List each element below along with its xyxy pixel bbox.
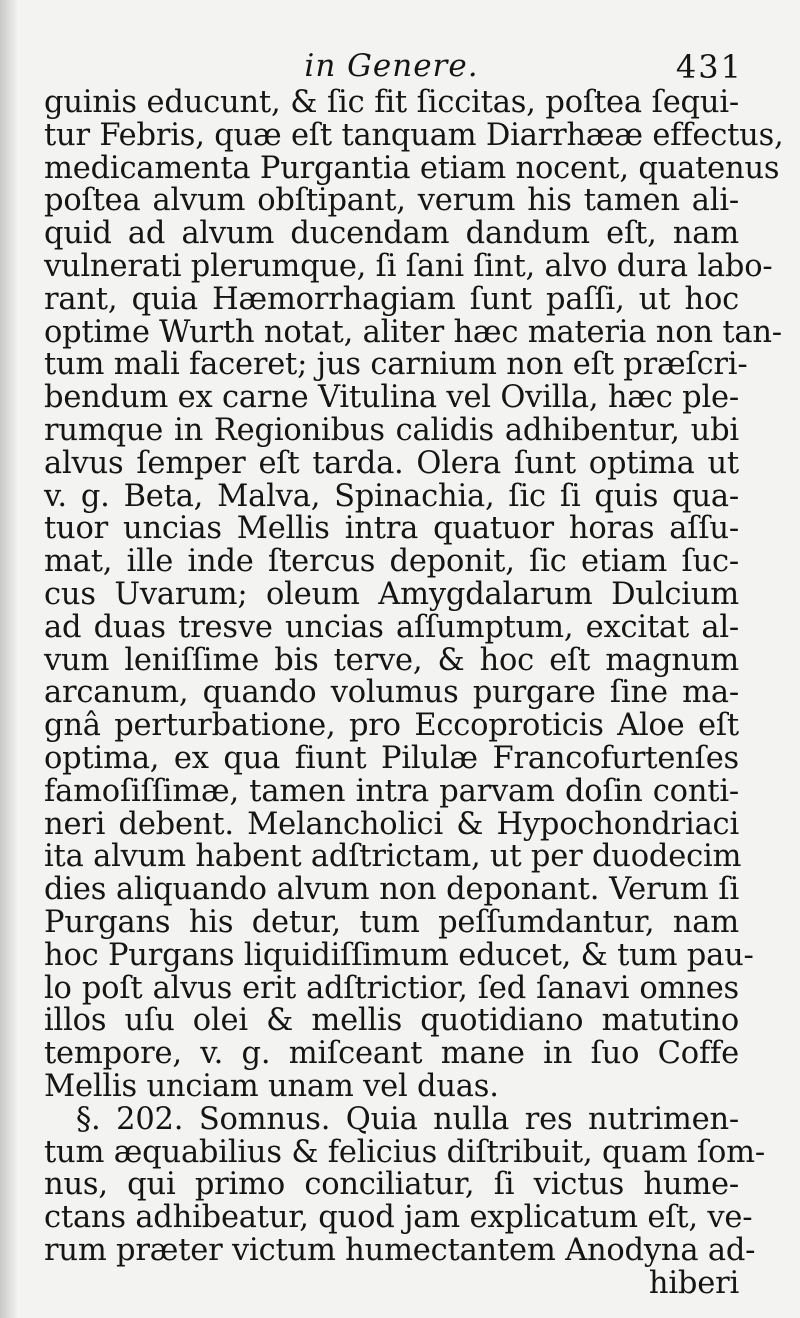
text-line: dies aliquando alvum non deponant. Verum ſi <box>44 872 739 908</box>
body-text <box>44 85 784 1301</box>
text-line: guinis educunt, & ſic fit ſiccitas, poſtea ſequi- <box>44 85 739 120</box>
running-head-title: in Genere. <box>304 48 479 84</box>
text-line: ita alvum habent adſtrictam, ut per duodecim <box>44 839 742 875</box>
page-gutter-shadow <box>0 0 18 1318</box>
text-line: mat, ille inde ſtercus deponit, ſic etiam ſuc- <box>44 544 739 580</box>
text-line: tuor uncias Mellis intra quatuor horas aſſu- <box>44 511 739 547</box>
text-line: Mellis unciam unam vel duas. <box>44 1068 499 1104</box>
text-line: lo poſt alvus erit adſtrictior, ſed ſanavi omnes <box>44 970 739 1006</box>
text-line: ctans adhibeatur, quod jam explicatum eſt, ve- <box>44 1200 753 1236</box>
text-line: quid ad alvum ducendam dandum eſt, nam <box>44 216 739 252</box>
page-number: 431 <box>675 48 743 86</box>
text-line: vum leniſſime bis terve, & hoc eſt magnum <box>44 642 739 678</box>
text-line: famoſiſſimæ, tamen intra parvam doſin conti- <box>44 773 739 809</box>
text-line: tempore, v. g. miſceant mane in ſuo Coffe <box>44 1036 739 1072</box>
running-head <box>44 48 743 90</box>
section-heading-line: §. 202. Somnus. Quia nulla res nutrimen- <box>76 1101 739 1137</box>
text-line: tum æquabilius & felicius diſtribuit, quam ſom- <box>44 1134 766 1170</box>
text-line: gnâ perturbatione, pro Eccoproticis Aloe eſt <box>44 708 739 744</box>
text-line: v. g. Beta, Malva, Spinachia, ſic ſi quis qua- <box>44 478 739 514</box>
text-line: poſtea alvum obſtipant, verum his tamen ali- <box>44 183 739 219</box>
text-line: optima, ex qua fiunt Pilulæ Francofurtenſes <box>44 740 739 776</box>
text-line: alvus ſemper eſt tarda. Olera ſunt optima ut <box>44 445 739 481</box>
text-line: medicamenta Purgantia etiam nocent, quatenus <box>44 150 780 186</box>
text-line: cus Uvarum; oleum Amygdalarum Dulcium <box>44 576 739 612</box>
text-line: optime Wurth notat, aliter hæc materia non tan- <box>44 314 782 350</box>
text-line: neri debent. Melancholici & Hypochondriaci <box>44 806 739 842</box>
text-line: tur Febris, quæ eſt tanquam Diarrhææ effectus, <box>44 117 784 153</box>
text-line: rum præter victum humectantem Anodyna ad- <box>44 1232 756 1268</box>
text-line: arcanum, quando volumus purgare ſine ma- <box>44 675 739 711</box>
text-line: ad duas tresve uncias aſſumptum, excitat al- <box>44 609 739 645</box>
text-line: rant, quia Hæmorrhagiam ſunt paſſi, ut hoc <box>44 281 739 317</box>
text-line: tum mali faceret; jus carnium non eſt præſcri- <box>44 347 748 383</box>
catchword: hiberi <box>648 1265 739 1301</box>
text-line: hoc Purgans liquidiſſimum educet, & tum pau- <box>44 937 754 973</box>
text-line: illos uſu olei & mellis quotidiano matutino <box>44 1003 739 1039</box>
text-line: bendum ex carne Vitulina vel Ovilla, hæc ple- <box>44 380 739 416</box>
text-line: Purgans his detur, tum peſſumdantur, nam <box>44 904 739 940</box>
text-line: rumque in Regionibus calidis adhibentur, ubi <box>44 412 739 448</box>
text-line: vulnerati plerumque, ſi ſani ſint, alvo dura labo- <box>44 248 773 284</box>
text-line: nus, qui primo conciliatur, ſi victus hume- <box>44 1167 739 1203</box>
